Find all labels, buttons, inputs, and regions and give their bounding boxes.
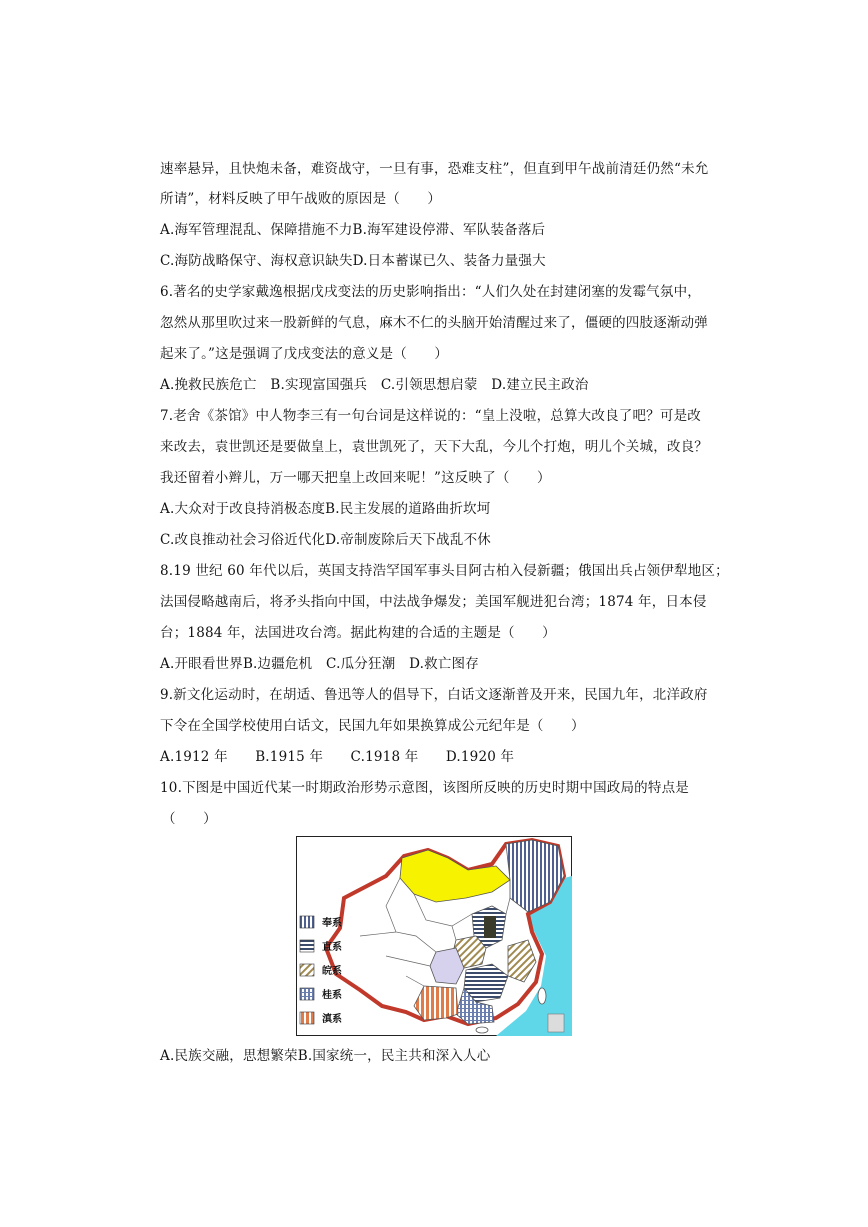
south-sea-inset [548, 1014, 564, 1032]
legend-swatch-anhui [300, 964, 314, 976]
taiwan-island [538, 988, 546, 1004]
text-line: 下令在全国学校使用白话文，民国九年如果换算成公元纪年是（ ） [160, 718, 585, 734]
legend-label-anhui: 皖系 [322, 966, 342, 977]
text-line: A.挽救民族危亡 B.实现富国强兵 C.引领思想启蒙 D.建立民主政治 [160, 377, 589, 393]
text-line: A.开眼看世界B.边疆危机 C.瓜分狂潮 D.救亡图存 [160, 656, 479, 672]
text-line: 起来了。”这是强调了戊戌变法的意义是（ ） [160, 346, 449, 362]
text-line: A.1912 年 B.1915 年 C.1918 年 D.1920 年 [160, 749, 515, 765]
text-line: 来改去，袁世凯还是要做皇上，袁世凯死了，天下大乱，今儿个打炮，明儿个关城，改良？ [160, 439, 708, 455]
text-line: （ ） [162, 811, 217, 827]
text-line: 速率悬异，且快炮未备，难资战守，一旦有事，恐难支柱”，但直到甲午战前清廷仍然“未允 [160, 161, 709, 177]
text-line: 7.老舍《茶馆》中人物李三有一句台词是这样说的：“皇上没啦，总算大改良了吧？可是改 [160, 408, 701, 424]
legend-swatch-gui [300, 988, 314, 1000]
text-line: 法国侵略越南后，将矛头指向中国，中法战争爆发；美国军舰进犯台湾；1874 年，日本侵 [160, 594, 707, 610]
text-line: 我还留着小辫儿，万一哪天把皇上改回来呢！”这反映了（ ） [160, 470, 551, 486]
legend-label-gui: 桂系 [322, 990, 342, 1001]
text-line: 台；1884 年，法国进攻台湾。据此构建的合适的主题是（ ） [160, 625, 556, 641]
text-line: C.改良推动社会习俗近代化D.帝制废除后天下战乱不休 [160, 532, 491, 548]
text-line: C.海防战略保守、海权意识缺失D.日本蓄谋已久、装备力量强大 [160, 253, 546, 269]
legend-label-fengtian: 奉系 [322, 918, 342, 929]
text-line: 忽然从那里吹过来一股新鲜的气息，麻木不仁的头脑开始清醒过来了，僵硬的四肢逐渐动弹 [160, 315, 708, 331]
text-line: A.大众对于改良持消极态度B.民主发展的道路曲折坎坷 [160, 501, 491, 517]
text-line: 6.著名的史学家戴逸根据戊戌变法的历史影响指出：“人们久处在封建闭塞的发霉气氛中， [160, 284, 701, 300]
text-line: 所请”，材料反映了甲午战败的原因是（ ） [160, 191, 442, 207]
legend-label-dian: 滇系 [322, 1014, 342, 1025]
hainan-island [476, 1027, 488, 1033]
text-line: 8.19 世纪 60 年代以后，英国支持浩罕国军事头目阿古柏入侵新疆；俄国出兵占领伊犁地区； [160, 563, 729, 579]
legend-swatch-fengtian [300, 916, 314, 928]
legend-label-zhili: 直系 [322, 942, 342, 953]
text-line: A.民族交融，思想繁荣B.国家统一，民主共和深入人心 [160, 1048, 491, 1064]
shanxi-block [484, 916, 496, 938]
text-line: 10.下图是中国近代某一时期政治形势示意图，该图所反映的历史时期中国政局的特点是 [160, 780, 689, 796]
political-map [296, 836, 572, 1036]
text-line: 9.新文化运动时，在胡适、鲁迅等人的倡导下，白话文逐渐普及开来，民国九年，北洋政府 [160, 687, 708, 703]
text-line: A.海军管理混乱、保障措施不力B.海军建设停滞、军队装备落后 [160, 222, 546, 238]
legend-swatch-dian [300, 1012, 314, 1024]
political-map-figure [296, 836, 572, 1036]
legend-swatch-zhili [300, 940, 314, 952]
